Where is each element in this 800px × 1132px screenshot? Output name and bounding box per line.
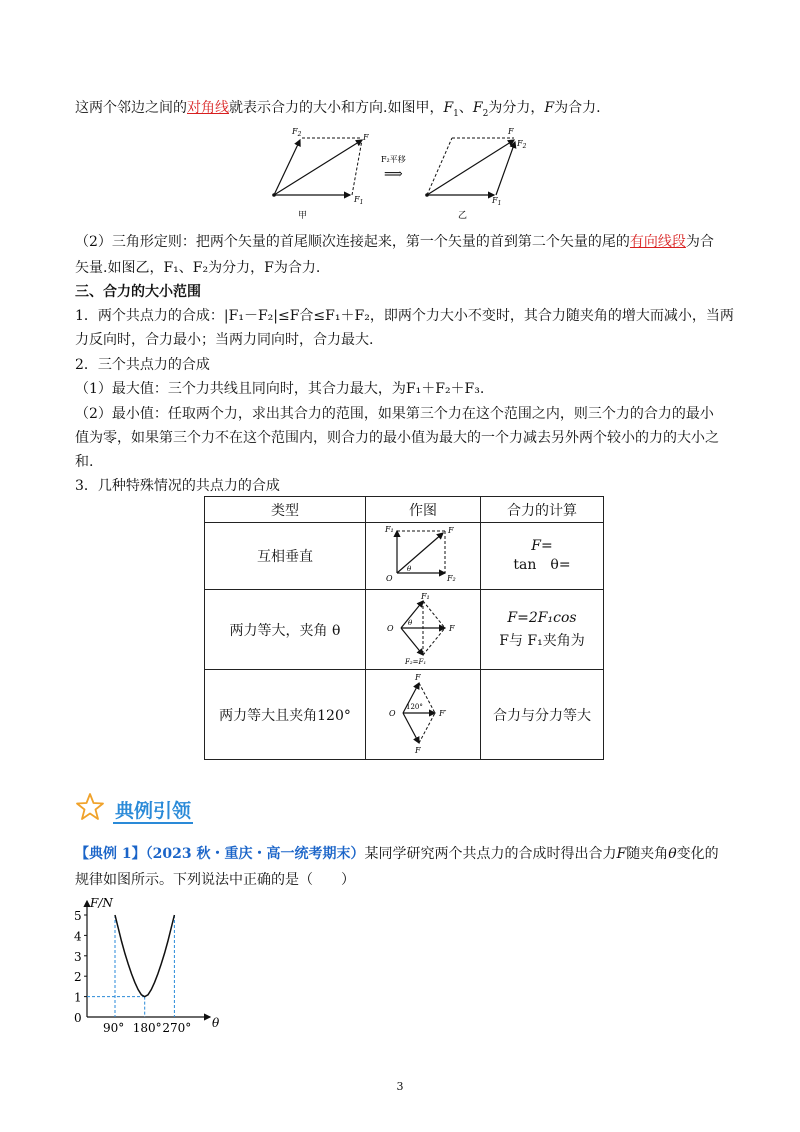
text: 变化的 <box>676 846 719 862</box>
text-line: （1）最大值：三个力共线且同向时，其合力最大，为F₁＋F₂＋F₃. <box>75 381 485 397</box>
var-f: F <box>544 100 555 116</box>
label-o: O <box>386 574 393 583</box>
link-diagonal[interactable]: 对角线 <box>187 100 229 116</box>
label-f2: $F_2$ <box>292 127 302 138</box>
cell-type: 互相垂直 <box>205 523 366 590</box>
calc-line: F与 F₁夹角为 <box>499 632 585 649</box>
label-f1: F₁ <box>385 525 394 534</box>
page-number: 3 <box>396 1080 404 1093</box>
table-row <box>205 670 604 760</box>
text-line: 值为零，如果第三个力不在这个范围内，则合力的最小值为最大的一个力减去另外两个较小的力的大小之 <box>75 430 719 446</box>
label-o: O <box>387 623 394 633</box>
text-line: 和. <box>75 454 94 470</box>
text-line: 2．三个共点力的合成 <box>75 357 210 373</box>
cell-calc <box>481 590 604 670</box>
label-f2-eq: F₂=F₁ <box>405 657 427 665</box>
calc-line: tan θ= <box>513 557 571 573</box>
force-angle-chart <box>60 895 230 1035</box>
label-f1: $F_1$ <box>354 195 364 206</box>
label-theta: θ <box>408 618 413 627</box>
y-tick-label: 4 <box>74 929 82 944</box>
sub: 1 <box>453 108 459 119</box>
example-source: （2023 秋・重庆・高一统考期末） <box>145 846 365 862</box>
y-tick-label: 0 <box>74 1011 82 1025</box>
text: 就表示合力的大小和方向.如图甲， <box>229 100 444 116</box>
cell-figure <box>366 670 481 760</box>
label-f: F <box>448 526 454 535</box>
equal-forces-120-diagram <box>383 671 463 755</box>
table-header: 合力的计算 <box>481 497 604 523</box>
perpendicular-diagram <box>383 523 463 585</box>
text: 某同学研究两个共点力的合成时得出合力 <box>364 846 617 862</box>
star-icon <box>75 792 105 822</box>
text-line: （2）最小值：任取两个力，求出其合力的范围，如果第三个力在这个范围之内，则三个力的合力的最小 <box>75 406 714 422</box>
label-f: F <box>508 127 514 136</box>
label-f1: $F_1$ <box>492 196 502 207</box>
vector-rule-figure <box>262 124 542 224</box>
text-line: 力反向时，合力最小；当两力同向时，合力最大. <box>75 332 374 348</box>
series-line <box>115 915 174 997</box>
sub: 2 <box>482 108 489 119</box>
y-tick-label: 3 <box>74 949 82 964</box>
table-row <box>205 523 604 590</box>
table-row <box>205 590 604 670</box>
x-tick-label: 270° <box>162 1021 192 1035</box>
table-header: 作图 <box>366 497 481 523</box>
label-o: O <box>389 708 396 718</box>
var-f2: F <box>472 100 483 116</box>
cell-type: 两力等大，夹角 θ <box>205 590 366 670</box>
label-f: F <box>449 623 455 633</box>
var-f: F <box>616 846 627 862</box>
calc-line: F=2F₁cos <box>507 609 577 626</box>
text: 为分力， <box>488 100 545 116</box>
label-angle: 120° <box>406 702 423 711</box>
label-f-top: F <box>415 672 421 682</box>
label-theta: θ <box>407 565 412 573</box>
cell-calc <box>481 523 604 590</box>
text: 为合 <box>685 234 714 250</box>
paragraph-triangle-rule <box>75 232 714 252</box>
implies-arrow: ⟹ <box>384 167 403 182</box>
label-f2: F₂ <box>447 574 456 583</box>
paragraph-parallelogram <box>75 98 601 124</box>
label-f1: F₁ <box>421 591 430 601</box>
text-line: 1．两个共点力的合成：|F₁－F₂|≤F合≤F₁＋F₂，即两个力大小不变时，其合力随夹角的增大而减小，当两 <box>75 308 734 324</box>
example-banner <box>75 792 205 826</box>
label-f3: $F_2$ <box>517 139 527 150</box>
y-tick-label: 1 <box>74 990 82 1005</box>
var-f1: F <box>443 100 454 116</box>
text: （2）三角形定则：把两个矢量的首尾顺次连接起来，第一个矢量的首到第二个矢量的尾的 <box>75 234 630 250</box>
cell-type: 两力等大且夹角120° <box>205 670 366 760</box>
cell-figure <box>366 523 481 590</box>
banner-title: 典例引领 <box>115 800 192 822</box>
text-line: 矢量.如图乙，F₁、F₂为分力，F为合力. <box>75 260 321 276</box>
example-1-line2: 规律如图所示。下列说法中正确的是（ ） <box>75 872 355 888</box>
text-line: 3．几种特殊情况的共点力的合成 <box>75 478 280 494</box>
force-composition-table <box>204 496 604 760</box>
x-axis-label: θ <box>212 1016 220 1030</box>
label-f-bottom: F <box>415 745 421 755</box>
cell-calc: 合力与分力等大 <box>481 670 604 760</box>
x-tick-label: 90° <box>103 1021 125 1035</box>
y-axis-label: F/N <box>90 896 113 910</box>
banner-underline <box>113 822 193 824</box>
parallelogram-diagram <box>272 127 369 221</box>
example-1-line1 <box>75 844 719 864</box>
equal-forces-diagram <box>383 591 463 665</box>
triangle-diagram <box>425 127 526 221</box>
cell-figure <box>366 590 481 670</box>
y-tick-label: 5 <box>74 909 82 923</box>
y-tick-label: 2 <box>74 970 82 985</box>
text: 随夹角 <box>626 846 669 862</box>
label-f: F <box>363 133 369 142</box>
caption-jia: 甲 <box>298 211 308 221</box>
var-theta: θ <box>668 846 677 862</box>
calc-line: F= <box>531 538 553 554</box>
example-tag: 【典例 1】 <box>75 846 146 862</box>
label-f-prime: F′ <box>439 708 447 718</box>
x-tick-label: 180° <box>132 1021 162 1035</box>
text: 这两个邻边之间的 <box>75 100 187 116</box>
translate-label: F₂平移 <box>381 155 406 164</box>
link-directed-segment[interactable]: 有向线段 <box>629 234 686 250</box>
caption-yi: 乙 <box>458 211 468 221</box>
text: 、 <box>458 100 473 116</box>
text: 为合力. <box>554 100 601 116</box>
table-header: 类型 <box>205 497 366 523</box>
section-title: 三、合力的大小范围 <box>75 284 201 300</box>
